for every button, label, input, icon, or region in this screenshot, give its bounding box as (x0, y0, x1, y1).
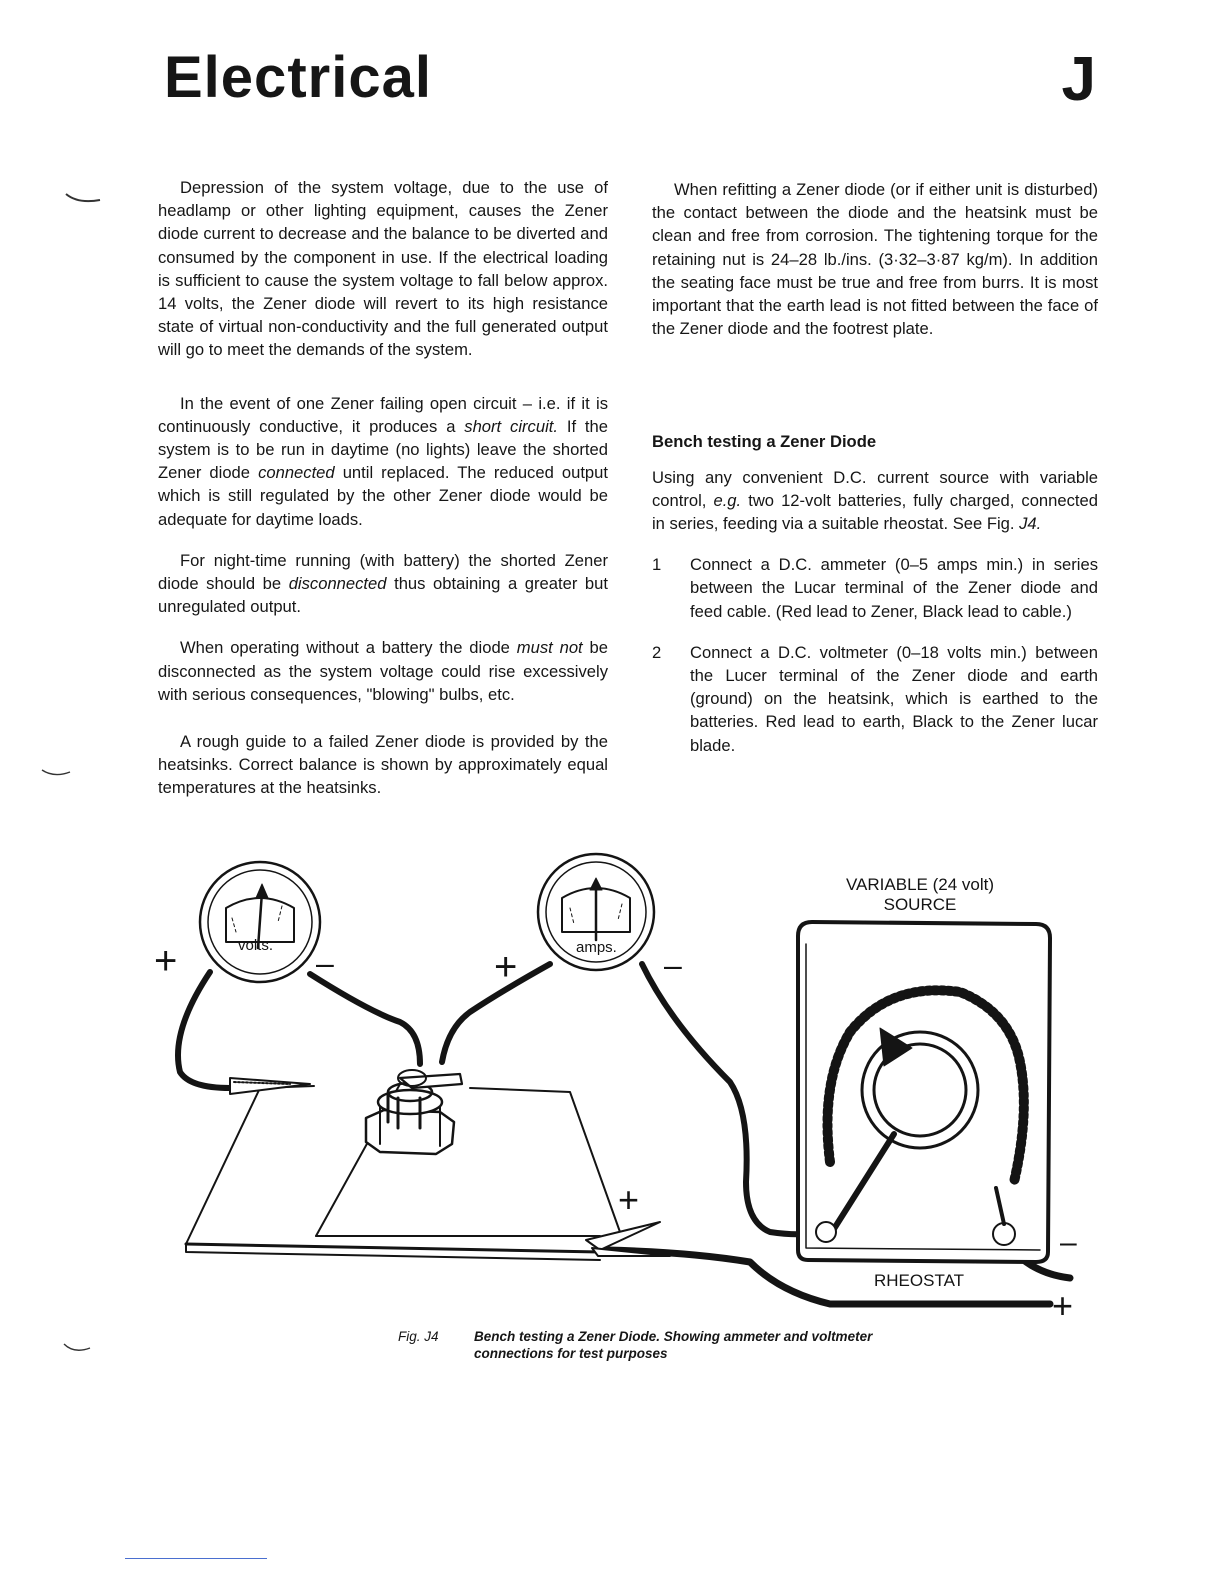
figure-number: Fig. J4 (398, 1329, 439, 1344)
rheostat-source-box (798, 922, 1050, 1262)
source-label: VARIABLE (24 volt) (845, 875, 995, 894)
step-text: Connect a D.C. ammeter (0–5 amps min.) in series between the Lucar terminal of the Zener diode and feed cable. (Red lead to Zener, Black lead to cable.) (690, 555, 1098, 621)
section-subheading: Bench testing a Zener Diode (652, 432, 877, 452)
heatsink-plus-sign: + (618, 1179, 640, 1220)
step-number: 1 (652, 555, 662, 575)
list-item (652, 553, 1098, 623)
voltmeter-plus-sign: + (154, 939, 178, 983)
zener-diode (366, 1070, 462, 1154)
figure-caption-text: Bench testing a Zener Diode. Showing ammeter and voltmeter connections for test purposes (474, 1329, 873, 1361)
paragraph: In the event of one Zener failing open circuit – i.e. if it is continuously conductive, it produces a short circuit. If the system is to be run in daytime (no lights) leave the shorted Zener diode connected until replaced. The reduced output which is still regulated by the other Zener diode would be adequate for daytime loads. (158, 393, 609, 529)
source-minus-sign: – (1060, 1226, 1077, 1259)
right-column (652, 178, 1098, 775)
ammeter-plus-sign: + (494, 945, 518, 989)
margin-mark (40, 766, 80, 786)
paragraph: A rough guide to a failed Zener diode is provided by the heatsinks. Correct balance is shown by approximately equal temperatures at the heatsinks. (158, 732, 608, 798)
rheostat-label: RHEOSTAT (874, 1271, 965, 1290)
step-number: 2 (652, 642, 662, 662)
step-text: Connect a D.C. voltmeter (0–18 volts min.) between the Lucer terminal of the Zener diode and earth (ground) on the heatsink, which is earthed to the batteries. Red lead to earth, Black to the Zener lucar blade. (690, 642, 1098, 755)
ammeter-minus-sign: – (664, 947, 682, 983)
voltmeter (200, 862, 320, 982)
source-label: SOURCE (883, 895, 957, 914)
ammeter-label: amps. (576, 939, 617, 956)
paragraph: Using any convenient D.C. current source with variable control, e.g. two 12-volt batteries, fully charged, connected in series, feeding via a suitable rheostat. See Fig. J4. (652, 467, 1098, 534)
voltmeter-minus-sign: – (316, 945, 334, 981)
crocodile-clips (230, 1078, 670, 1256)
margin-mark (62, 1340, 102, 1360)
list-item (652, 641, 1098, 757)
figure-bench-test-diagram (130, 852, 1110, 1332)
figure-caption (398, 1328, 874, 1362)
page-title: Electrical (164, 45, 432, 110)
left-column (158, 176, 608, 818)
paragraph: When operating without a battery the diode must not be disconnected as the system voltage could rise excessively with serious consequences, "blowing" bulbs, etc. (158, 638, 608, 704)
footer-rule (125, 1558, 267, 1559)
paragraph: For night-time running (with battery) the shorted Zener diode should be disconnected thus obtaining a greater but unregulated output. (158, 550, 608, 617)
margin-mark (64, 190, 104, 210)
section-letter: J (1061, 45, 1096, 114)
paragraph: When refitting a Zener diode (or if either unit is disturbed) the contact between the diode and the heatsink must be clean and free from corrosion. The tightening torque for the retaining nut is 24–28 lb./ins. (3·32–3·87 kg/m). In addition the seating face must be true and free from burrs. It is most important that the earth lead is not fitted between the face of the Zener diode and the footrest plate. (652, 180, 1098, 339)
paragraph: Depression of the system voltage, due to the use of headlamp or other lighting equipment, causes the Zener diode current to decrease and the balance to be diverted and consumed by the component in use. If the electrical loading is sufficient to cause the system voltage to fall below approx. 14 volts, the Zener diode will revert to its high resistance state of virtual non-conductivity and the full generated output will go to meet the demands of the system. (158, 178, 608, 360)
source-plus-sign: + (1052, 1285, 1074, 1326)
voltmeter-label: volts. (238, 937, 274, 954)
